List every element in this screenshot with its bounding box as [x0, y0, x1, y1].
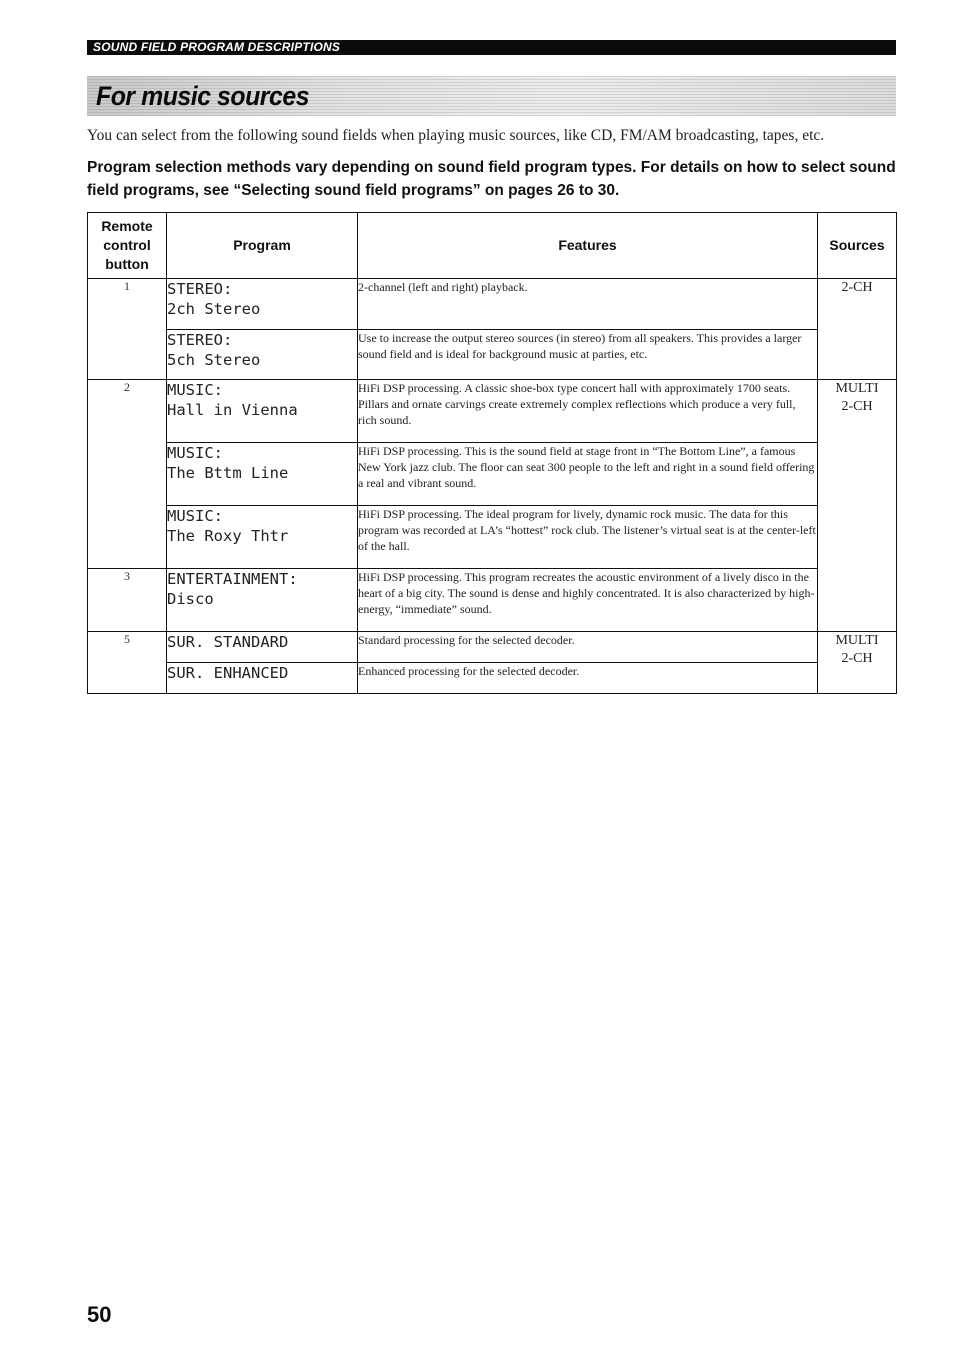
remote-button-cell: 2	[88, 380, 167, 569]
sources-cell: MULTI 2-CH	[818, 380, 897, 632]
remote-button-cell: 1	[88, 279, 167, 380]
sources-cell: 2-CH	[818, 279, 897, 380]
program-cell: SUR. STANDARD	[167, 632, 358, 663]
features-cell: HiFi DSP processing. A classic shoe-box type concert hall with approximately 1700 seats. Pillars and ornate carvings create extremely complex reflections which produce a very full, rich sound.	[358, 380, 818, 443]
table-row	[88, 279, 897, 330]
page-title: For music sources	[96, 81, 310, 111]
features-cell: Standard processing for the selected decoder.	[358, 632, 818, 663]
header-features: Features	[358, 213, 818, 279]
table-row	[88, 663, 897, 694]
remote-button-cell: 5	[88, 632, 167, 694]
intro-paragraph: You can select from the following sound fields when playing music sources, like CD, FM/AM broadcasting, tapes, etc.	[87, 127, 825, 144]
features-cell: Use to increase the output stereo sources (in stereo) from all speakers. This provides a larger sound field and is ideal for background music at parties, etc.	[358, 330, 818, 380]
program-cell: SUR. ENHANCED	[167, 663, 358, 694]
table-row	[88, 443, 897, 506]
features-cell: Enhanced processing for the selected decoder.	[358, 663, 818, 694]
program-cell: STEREO: 5ch Stereo	[167, 330, 358, 380]
features-cell: HiFi DSP processing. This is the sound field at stage front in “The Bottom Line”, a famous New York jazz club. The floor can seat 300 people to the left and right in a sound field offering a real and vibrant sound.	[358, 443, 818, 506]
table-row	[88, 330, 897, 380]
sources-cell: MULTI 2-CH	[818, 632, 897, 694]
program-cell: ENTERTAINMENT: Disco	[167, 569, 358, 632]
header-remote-control-button: Remote control button	[88, 213, 167, 279]
header-program: Program	[167, 213, 358, 279]
section-title: SOUND FIELD PROGRAM DESCRIPTIONS	[93, 40, 341, 54]
table-row	[88, 380, 897, 443]
page-banner	[87, 76, 896, 116]
features-cell: 2-channel (left and right) playback.	[358, 279, 818, 330]
program-cell: MUSIC: The Roxy Thtr	[167, 506, 358, 569]
program-table	[87, 212, 897, 694]
features-cell: HiFi DSP processing. This program recreates the acoustic environment of a lively disco in the heart of a big city. The sound is dense and highly concentrated. It is also characterized by high-energy, “immediate” sound.	[358, 569, 818, 632]
section-header-bar	[87, 40, 896, 55]
program-cell: MUSIC: Hall in Vienna	[167, 380, 358, 443]
page-number: 50	[87, 1302, 112, 1327]
table-row	[88, 506, 897, 569]
table-row	[88, 569, 897, 632]
remote-button-cell: 3	[88, 569, 167, 632]
table-row	[88, 632, 897, 663]
table-header-row	[88, 213, 897, 279]
features-cell: HiFi DSP processing. The ideal program for lively, dynamic rock music. The data for this program was recorded at LA’s “hottest” rock club. The listener’s virtual seat is at the center-left of the hall.	[358, 506, 818, 569]
program-cell: STEREO: 2ch Stereo	[167, 279, 358, 330]
selection-note: Program selection methods vary depending on sound field program types. For details on how to select sound field programs, see “Selecting sound field programs” on pages 26 to 30.	[87, 159, 896, 199]
program-cell: MUSIC: The Bttm Line	[167, 443, 358, 506]
header-sources: Sources	[818, 213, 897, 279]
